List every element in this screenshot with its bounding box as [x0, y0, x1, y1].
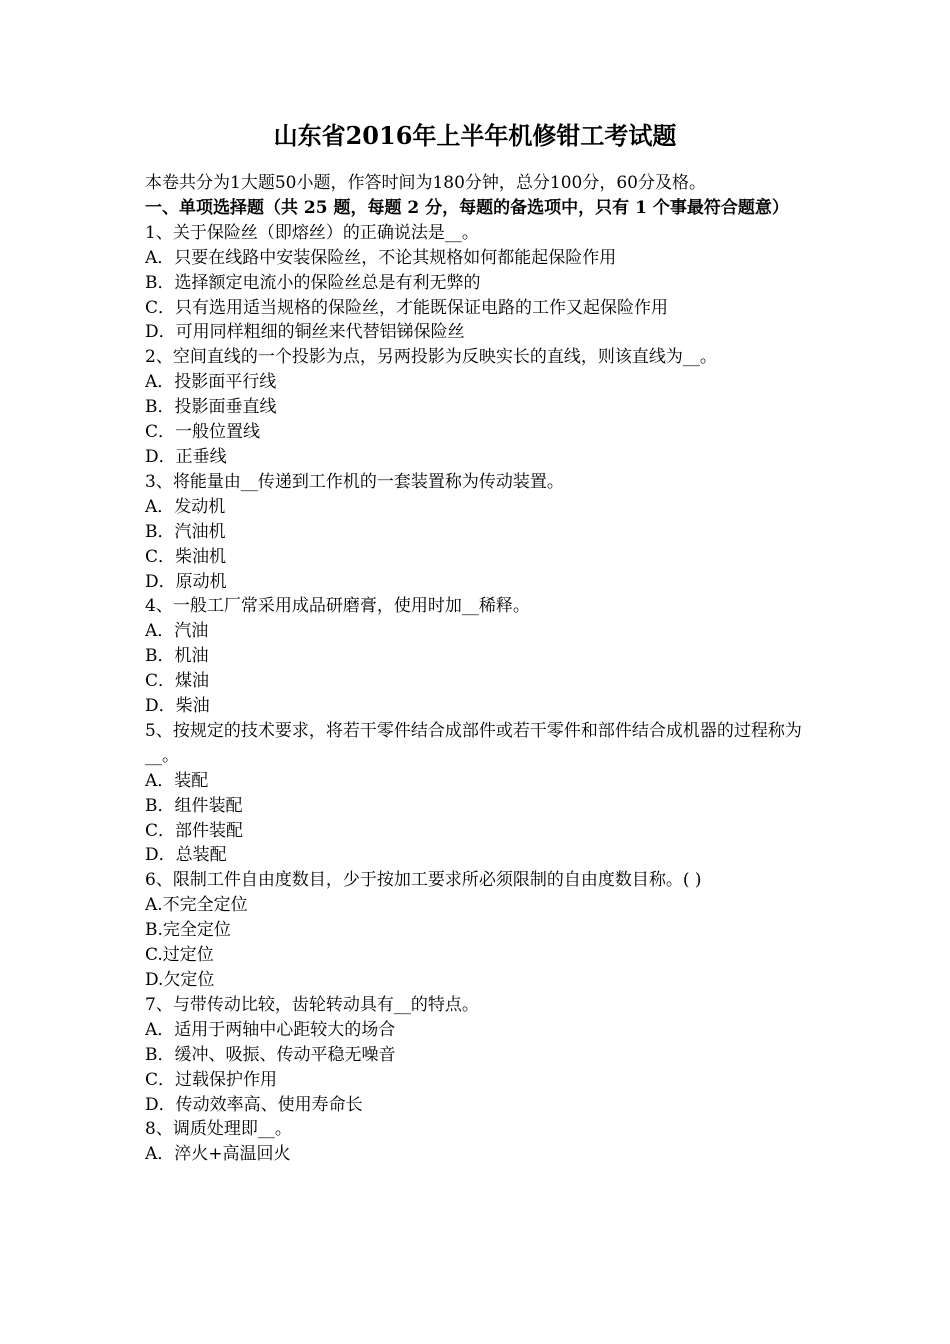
document-title: 山东省2016年上半年机修钳工考试题: [273, 121, 677, 150]
option-b: B．机油: [145, 646, 209, 667]
option-c: C．柴油机: [145, 546, 227, 567]
option-b: B．组件装配: [145, 795, 243, 816]
question-2: [145, 345, 815, 470]
option-b: B．投影面垂直线: [145, 397, 277, 418]
option-c: C.过定位: [145, 945, 214, 966]
question-text: 7、与带传动比较，齿轮转动具有__的特点。: [145, 994, 479, 1015]
option-d: D．正垂线: [145, 446, 227, 467]
option-a: A．装配: [145, 770, 209, 791]
question-text: 2、空间直线的一个投影为点，另两投影为反映实长的直线，则该直线为__。: [145, 347, 717, 368]
option-b: B．选择额定电流小的保险丝总是有利无弊的: [145, 272, 481, 293]
option-b: B．缓冲、吸振、传动平稳无噪音: [145, 1044, 396, 1065]
option-d: D．原动机: [145, 571, 227, 592]
option-d: D．柴油: [145, 696, 210, 717]
option-d: D.欠定位: [145, 970, 215, 990]
option-a: A．淬火+高温回火: [145, 1144, 291, 1165]
question-5: [145, 719, 815, 868]
question-3: [145, 470, 815, 595]
option-a: A．发动机: [145, 496, 226, 517]
question-text: 4、一般工厂常采用成品研磨膏，使用时加__稀释。: [145, 596, 530, 617]
option-d: D．可用同样粗细的铜丝来代替铝锑保险丝: [145, 322, 465, 343]
option-b: B.完全定位: [145, 920, 231, 941]
question-text: 5、按规定的技术要求，将若干零件结合成部件或若干零件和部件结合成机器的过程称为__。: [145, 720, 802, 766]
option-d: D．总装配: [145, 845, 227, 866]
option-c: C．只有选用适当规格的保险丝，才能既保证电路的工作又起保险作用: [145, 297, 669, 318]
option-a: A．只要在线路中安装保险丝，不论其规格如何都能起保险作用: [145, 247, 617, 268]
question-text: 6、限制工件自由度数目，少于按加工要求所必须限制的自由度数目称。( ): [145, 870, 702, 891]
question-1: [145, 221, 815, 346]
question-8: [145, 1117, 815, 1167]
question-text: 1、关于保险丝（即熔丝）的正确说法是__。: [145, 222, 479, 243]
question-text: 3、将能量由__传递到工作机的一套装置称为传动装置。: [145, 471, 564, 492]
question-4: [145, 594, 815, 719]
question-text: 8、调质处理即__。: [145, 1119, 292, 1140]
option-b: B．汽油机: [145, 521, 226, 542]
option-a: A．汽油: [145, 621, 209, 642]
option-c: C．部件装配: [145, 820, 244, 841]
question-7: [145, 993, 815, 1118]
option-a: A．投影面平行线: [145, 372, 277, 393]
option-a: A．适用于两轴中心距较大的场合: [145, 1019, 396, 1040]
section-heading: 一、单项选择题（共 25 题，每题 2 分，每题的备选项中，只有 1 个事最符合题意）: [145, 197, 789, 218]
exam-intro: 本卷共分为1大题50小题，作答时间为180分钟，总分100分，60分及格。: [145, 173, 706, 193]
question-6: [145, 868, 815, 993]
option-c: C．过载保护作用: [145, 1069, 278, 1090]
option-c: C．一般位置线: [145, 422, 261, 443]
option-a: A.不完全定位: [145, 895, 248, 916]
document-body: [145, 171, 815, 1167]
option-d: D．传动效率高、使用寿命长: [145, 1094, 363, 1115]
option-c: C．煤油: [145, 671, 210, 692]
